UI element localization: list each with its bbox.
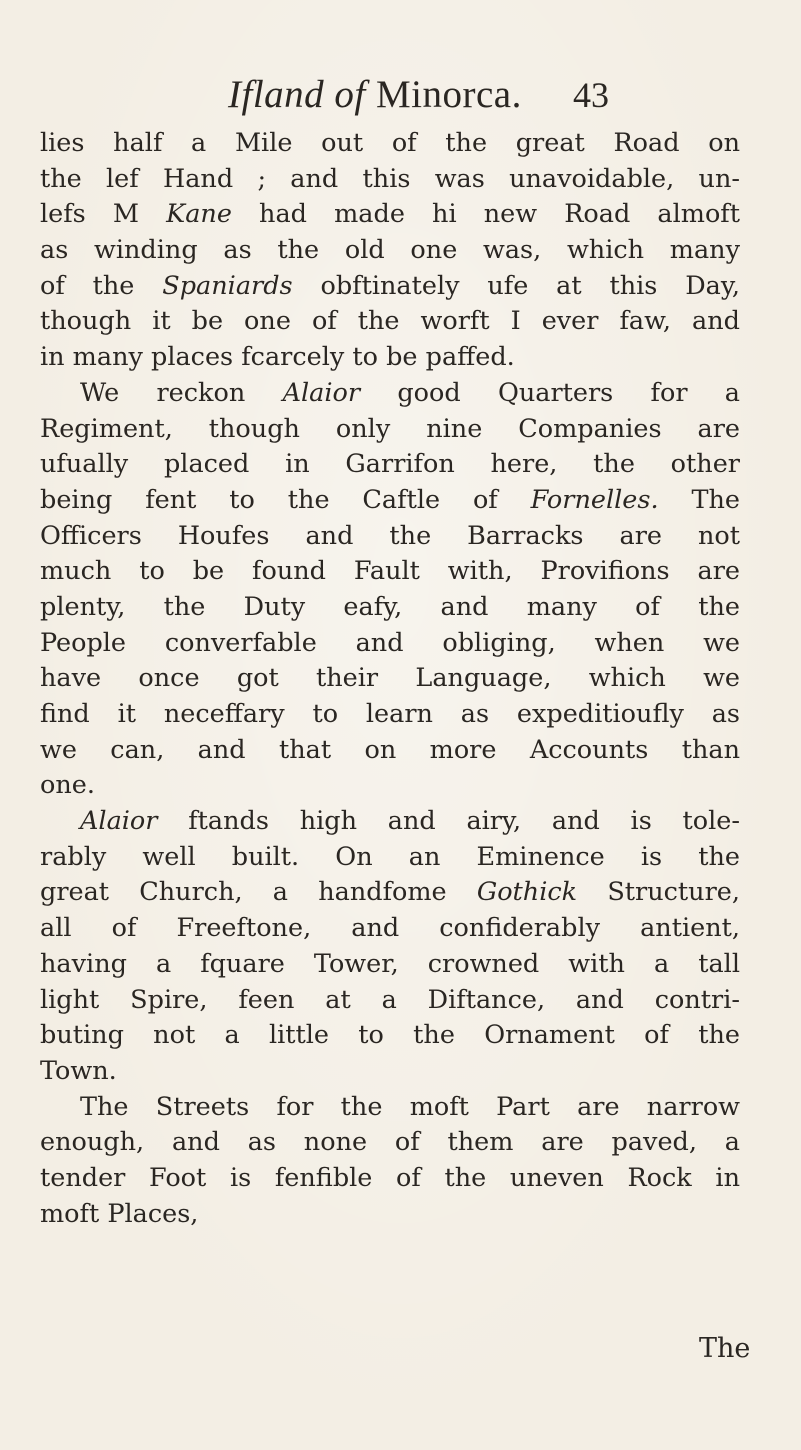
text-segment: good Quarters for a xyxy=(360,377,740,408)
text-segment: We reckon xyxy=(80,377,283,408)
text-line xyxy=(40,1161,740,1197)
text-segment: great Church, a handfome xyxy=(40,877,477,908)
italic-text: Fornelles. xyxy=(530,484,659,515)
text-segment: the lef Hand ; and this was unavoidable, un- xyxy=(40,163,740,194)
text-line xyxy=(40,697,740,733)
text-segment: Town. xyxy=(40,1055,117,1086)
text-line xyxy=(40,554,740,590)
text-line xyxy=(40,947,740,983)
text-segment: Officers Houfes and the Barracks are not xyxy=(40,520,740,551)
body-text xyxy=(40,126,740,1232)
text-segment: one. xyxy=(40,770,95,801)
text-segment: The Streets for the moft Part are narrow xyxy=(80,1091,740,1122)
text-line xyxy=(40,1125,740,1161)
italic-text: Alaior xyxy=(80,806,158,837)
text-segment: in many places fcarcely to be paffed. xyxy=(40,342,515,373)
text-line xyxy=(40,126,740,162)
text-segment: as winding as the old one was, which many xyxy=(40,235,740,266)
text-segment: all of Freeftone, and confiderably antient, xyxy=(40,913,740,944)
text-segment: rably well built. On an Eminence is the xyxy=(40,841,740,872)
text-segment: we can, and that on more Accounts than xyxy=(40,734,740,765)
text-segment: Regiment, though only nine Companies are xyxy=(40,413,740,444)
text-segment: being fent to the Caftle of xyxy=(40,484,531,515)
page-number: 43 xyxy=(573,75,609,115)
text-segment: obftinately ufe at this Day, xyxy=(292,270,740,301)
text-segment: lefs M xyxy=(40,199,167,230)
text-line xyxy=(40,412,740,448)
text-line xyxy=(40,983,740,1019)
text-segment: much to be found Fault with, Provifions are xyxy=(40,556,740,587)
text-line xyxy=(40,733,740,769)
text-line xyxy=(40,875,740,911)
text-segment: ufually placed in Garrifon here, the other xyxy=(40,449,740,480)
text-segment: of the xyxy=(40,270,163,301)
text-line xyxy=(40,1197,740,1233)
text-segment: tender Foot is fenfible of the uneven Rock in xyxy=(40,1162,740,1193)
text-segment: ftands high and airy, and is tole- xyxy=(157,806,740,837)
text-line xyxy=(40,1054,740,1090)
text-segment: plenty, the Duty eafy, and many of the xyxy=(40,591,740,622)
text-segment: The xyxy=(658,484,740,515)
text-segment: enough, and as none of them are paved, a xyxy=(40,1127,740,1158)
italic-text: Gothick xyxy=(476,877,578,908)
running-head-roman: Minorca. xyxy=(365,73,522,116)
text-segment: moft Places, xyxy=(40,1198,199,1229)
italic-text: Kane xyxy=(166,199,232,230)
text-line xyxy=(40,162,740,198)
text-segment: have once got their Language, which we xyxy=(40,663,740,694)
text-segment: light Spire, feen at a Diftance, and contri- xyxy=(40,984,740,1015)
text-line xyxy=(40,1090,740,1126)
italic-text: Alaior xyxy=(282,377,361,408)
text-segment: find it neceffary to learn as expeditioufly as xyxy=(40,699,740,729)
text-line xyxy=(40,483,740,519)
text-segment: People converfable and obliging, when we xyxy=(40,627,740,658)
text-line xyxy=(40,804,740,840)
catchword: The xyxy=(699,1333,751,1364)
text-line xyxy=(40,340,740,376)
text-line xyxy=(40,447,740,483)
text-line xyxy=(40,1018,740,1054)
running-head-italic: Ifland of xyxy=(228,73,366,116)
text-line xyxy=(40,768,740,804)
text-segment: Structure, xyxy=(577,877,740,908)
text-line xyxy=(40,911,740,947)
running-head xyxy=(228,72,522,117)
text-line xyxy=(40,626,740,662)
text-line xyxy=(40,590,740,626)
text-line xyxy=(40,233,740,269)
page-header xyxy=(0,70,801,120)
italic-text: Spaniards xyxy=(162,270,293,301)
text-segment: lies half a Mile out of the great Road on xyxy=(40,128,740,158)
text-line xyxy=(40,376,740,412)
text-line xyxy=(40,197,740,233)
text-segment: having a fquare Tower, crowned with a tall xyxy=(40,948,740,979)
text-line xyxy=(40,840,740,876)
text-line xyxy=(40,304,740,340)
text-segment: had made hi new Road almoft xyxy=(231,199,740,230)
text-segment: buting not a little to the Ornament of the xyxy=(40,1020,740,1051)
text-line xyxy=(40,269,740,305)
text-line xyxy=(40,519,740,555)
text-segment: though it be one of the worft I ever faw, and xyxy=(40,306,740,337)
text-line xyxy=(40,661,740,697)
